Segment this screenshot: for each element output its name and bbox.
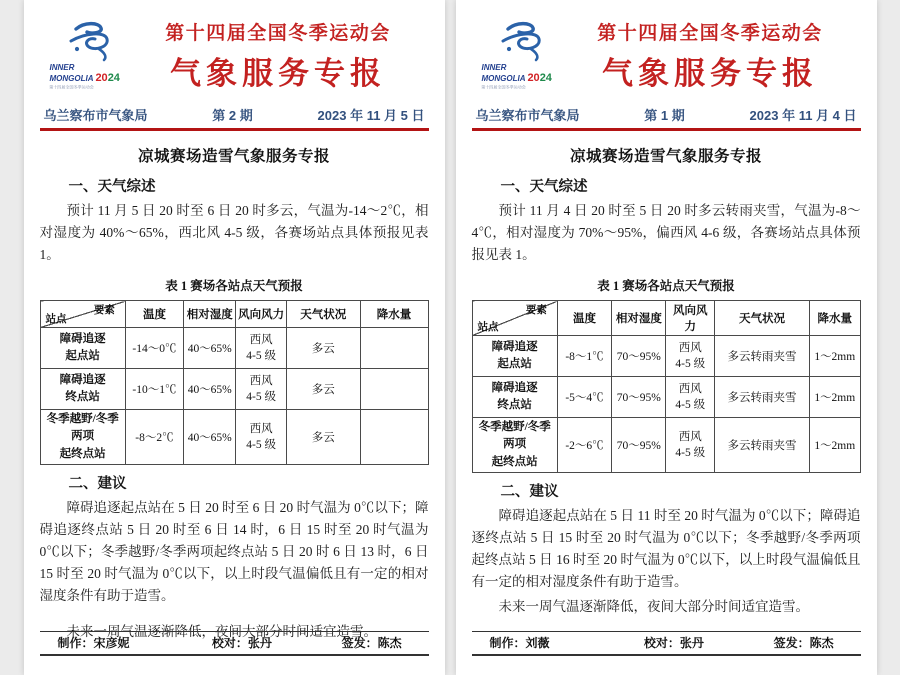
- table-row: [472, 377, 860, 418]
- games-title: 第十四届全国冬季运动会: [597, 23, 823, 44]
- logo-inner-text: INNER: [49, 62, 75, 72]
- table-caption: 表 1 赛场各站点天气预报: [165, 279, 303, 293]
- station-name-line1: 冬季越野/冬季两项: [46, 413, 119, 443]
- station-name-line1: 障碍追逐: [491, 340, 538, 353]
- wind-direction: 西风: [249, 422, 273, 435]
- wind-force: 4-5 级: [246, 350, 276, 362]
- header-wind: 风向风力: [236, 301, 286, 328]
- humidity-cell: 40～65%: [184, 410, 236, 465]
- page-footer: [472, 631, 861, 656]
- logo-inner-text: INNER: [481, 62, 507, 72]
- station-cell: [40, 328, 125, 369]
- weather-summary-paragraph: 预计 11 月 4 日 20 时至 5 日 20 时多云转雨夹雪，气温为-8～4℃，相对湿度为 70%～95%，偏西风 4-6 级，各赛场站点具体预报见表 1。: [471, 203, 861, 262]
- header-precipitation: 降水量: [810, 301, 860, 336]
- agency-name: 乌兰察布市气象局: [43, 108, 148, 123]
- issue-number: 第 2 期: [212, 108, 253, 123]
- station-cell: [40, 369, 125, 410]
- temperature-cell: -8～2℃: [125, 410, 183, 465]
- wind-force: 4-5 级: [675, 399, 706, 411]
- advice-paragraph: 障碍追逐起点站在 5 日 20 时至 6 日 20 时气温为 0℃以下；障碍追逐终点站 5 日 20 时至 6 日 14 时，6 日 15 时至 20 时气温为 0℃以下；冬季越野/冬季两项起终点站 5 日 20 时 6 日 13 时，6 日 15 时至 20 时气温为 0℃以下，以上时段气温偏低且有一定的相对湿度条件有助于造雪。: [39, 499, 429, 603]
- precipitation-cell: [360, 410, 428, 465]
- section-weather-heading: 一、天气综述: [500, 179, 588, 195]
- footer-issuer: 签发：陈杰: [773, 636, 834, 650]
- precipitation-cell: [360, 369, 428, 410]
- wind-force: 4-5 级: [246, 438, 276, 451]
- wind-cell: [666, 336, 715, 377]
- table-row: [472, 336, 860, 377]
- wind-cell: [236, 410, 286, 465]
- logo-subtext: 第十四届全国冬季运动会: [48, 85, 94, 90]
- station-name-line2: 起终点站: [59, 447, 106, 460]
- temperature-cell: -10～1℃: [125, 369, 183, 410]
- wind-force: 4-5 级: [246, 391, 276, 403]
- corner-station-label: 站点: [477, 322, 499, 333]
- corner-header-cell: [472, 301, 557, 336]
- precipitation-cell: 1～2mm: [810, 377, 860, 418]
- bulletin-title: 气象服务专报: [170, 56, 386, 91]
- precipitation-cell: 1～2mm: [810, 336, 860, 377]
- wind-direction: 西风: [249, 374, 273, 387]
- station-cell: [472, 377, 557, 418]
- issue-number: 第 1 期: [644, 108, 685, 123]
- wind-direction: 西风: [678, 382, 702, 395]
- footer-proofreader: 校对：张丹: [643, 636, 704, 650]
- header-humidity: 相对湿度: [184, 301, 236, 328]
- precipitation-cell: [360, 328, 428, 369]
- masthead: [472, 18, 861, 93]
- wind-force: 4-5 级: [675, 358, 706, 370]
- outlook-paragraph: 未来一周气温逐渐降低，夜间大部分时间适宜造雪。: [498, 598, 809, 614]
- humidity-cell: 40～65%: [184, 369, 236, 410]
- temperature-cell: -8～1℃: [557, 336, 611, 377]
- temperature-cell: -2～6℃: [557, 418, 611, 473]
- wind-cell: [666, 418, 715, 473]
- station-name-line2: 起点站: [65, 350, 100, 362]
- weather-summary-paragraph: 预计 11 月 5 日 20 时至 6 日 20 时多云，气温为-14～2℃，相对湿度为 40%～65%，西北风 4-5 级，各赛场站点具体预报见表 1。: [39, 203, 429, 262]
- station-name-line1: 障碍追逐: [491, 381, 538, 394]
- document-title: 凉城赛场造雪气象服务专报: [137, 148, 330, 165]
- corner-element-label: 要素: [525, 305, 547, 316]
- section-advice-heading: 二、建议: [68, 475, 127, 492]
- station-cell: [472, 418, 557, 473]
- forecast-table: [472, 300, 861, 473]
- wind-cell: [236, 369, 286, 410]
- masthead-titles: [566, 18, 861, 93]
- station-name-line2: 终点站: [497, 399, 532, 411]
- section-advice-heading: 二、建议: [500, 483, 559, 500]
- winter-games-logo: [40, 20, 134, 92]
- logo-mongolia-text: MONGOLIA: [481, 74, 526, 84]
- masthead-titles: [134, 18, 429, 93]
- winter-games-logo: [472, 20, 566, 92]
- snowflake-calligraphy-icon: [492, 20, 548, 62]
- wind-cell: [666, 377, 715, 418]
- table-row: [472, 418, 860, 473]
- issue-date: 2023 年 11 月 4 日: [749, 108, 857, 123]
- weather-cell: 多云转雨夹雪: [714, 377, 809, 418]
- logo-year: 20: [95, 72, 108, 85]
- weather-cell: 多云: [286, 328, 360, 369]
- logo-wordmark: INNER MONGOLIA 2024: [49, 62, 120, 85]
- games-title: 第十四届全国冬季运动会: [165, 23, 391, 44]
- header-humidity: 相对湿度: [612, 301, 666, 336]
- table-header-row: [40, 301, 428, 328]
- page-footer: [40, 631, 429, 656]
- humidity-cell: 70～95%: [612, 377, 666, 418]
- forecast-table: [40, 300, 429, 465]
- station-name-line1: 障碍追逐: [59, 373, 106, 386]
- document-title: 凉城赛场造雪气象服务专报: [569, 148, 762, 165]
- station-name-line2: 起点站: [497, 358, 532, 370]
- station-cell: [472, 336, 557, 377]
- footer-maker: 制作：宋彦妮: [57, 636, 130, 650]
- snowflake-calligraphy-icon: [60, 20, 116, 62]
- weather-cell: 多云: [286, 369, 360, 410]
- footer-proofreader: 校对：张丹: [211, 636, 272, 650]
- header-temperature: 温度: [557, 301, 611, 336]
- advice-paragraph: 障碍追逐起点站在 5 日 11 时至 20 时气温为 0℃以下；障碍追逐终点站 5 日 15 时至 20 时气温为 0℃以下；冬季越野/冬季两项起终点站 5 日 16 时至 20 时气温为 0℃以下，以上时段气温偏低且有一定的相对湿度条件有助于造雪。: [471, 507, 861, 589]
- weather-cell: 多云转雨夹雪: [714, 336, 809, 377]
- wind-cell: [236, 328, 286, 369]
- wind-direction: 西风: [249, 333, 273, 346]
- corner-header-cell: [40, 301, 125, 328]
- weather-cell: 多云转雨夹雪: [714, 418, 809, 473]
- station-name-line2: 终点站: [65, 391, 100, 403]
- weather-cell: 多云: [286, 410, 360, 465]
- header-weather: 天气状况: [714, 301, 809, 336]
- temperature-cell: -5～4℃: [557, 377, 611, 418]
- footer-maker: 制作：刘薇: [489, 636, 550, 650]
- issue-bar: [472, 93, 861, 131]
- station-cell: [40, 410, 125, 465]
- bulletin-page-issue-1: [456, 0, 877, 675]
- section-weather-heading: 一、天气综述: [68, 179, 156, 195]
- table-header-row: [472, 301, 860, 336]
- issue-date: 2023 年 11 月 5 日: [317, 108, 425, 123]
- bulletin-title: 气象服务专报: [602, 56, 818, 91]
- logo-wordmark: INNER MONGOLIA 2024: [481, 62, 552, 85]
- precipitation-cell: 1～2mm: [810, 418, 860, 473]
- station-name-line2: 起终点站: [491, 455, 538, 468]
- humidity-cell: 70～95%: [612, 418, 666, 473]
- footer-issuer: 签发：陈杰: [341, 636, 402, 650]
- temperature-cell: -14～0℃: [125, 328, 183, 369]
- header-weather: 天气状况: [286, 301, 360, 328]
- header-precipitation: 降水量: [360, 301, 428, 328]
- agency-name: 乌兰察布市气象局: [475, 108, 580, 123]
- station-name-line1: 冬季越野/冬季两项: [478, 421, 551, 451]
- corner-element-label: 要素: [93, 305, 115, 316]
- humidity-cell: 40～65%: [184, 328, 236, 369]
- masthead: [40, 18, 429, 93]
- table-row: [40, 328, 428, 369]
- wind-force: 4-5 级: [675, 446, 706, 459]
- logo-year: 20: [527, 72, 540, 85]
- issue-bar: [40, 93, 429, 131]
- header-temperature: 温度: [125, 301, 183, 328]
- logo-subtext: 第十四届全国冬季运动会: [480, 85, 526, 90]
- humidity-cell: 70～95%: [612, 336, 666, 377]
- table-row: [40, 369, 428, 410]
- bulletin-page-issue-2: [24, 0, 445, 675]
- table-row: [40, 410, 428, 465]
- header-wind: 风向风力: [666, 301, 715, 336]
- table-caption: 表 1 赛场各站点天气预报: [597, 279, 735, 293]
- outlook-paragraph: 未来一周气温逐渐降低，夜间大部分时间适宜造雪。: [66, 623, 377, 639]
- wind-direction: 西风: [678, 341, 702, 354]
- wind-direction: 西风: [678, 430, 702, 443]
- logo-mongolia-text: MONGOLIA: [49, 74, 94, 84]
- corner-station-label: 站点: [45, 314, 67, 325]
- station-name-line1: 障碍追逐: [59, 332, 106, 345]
